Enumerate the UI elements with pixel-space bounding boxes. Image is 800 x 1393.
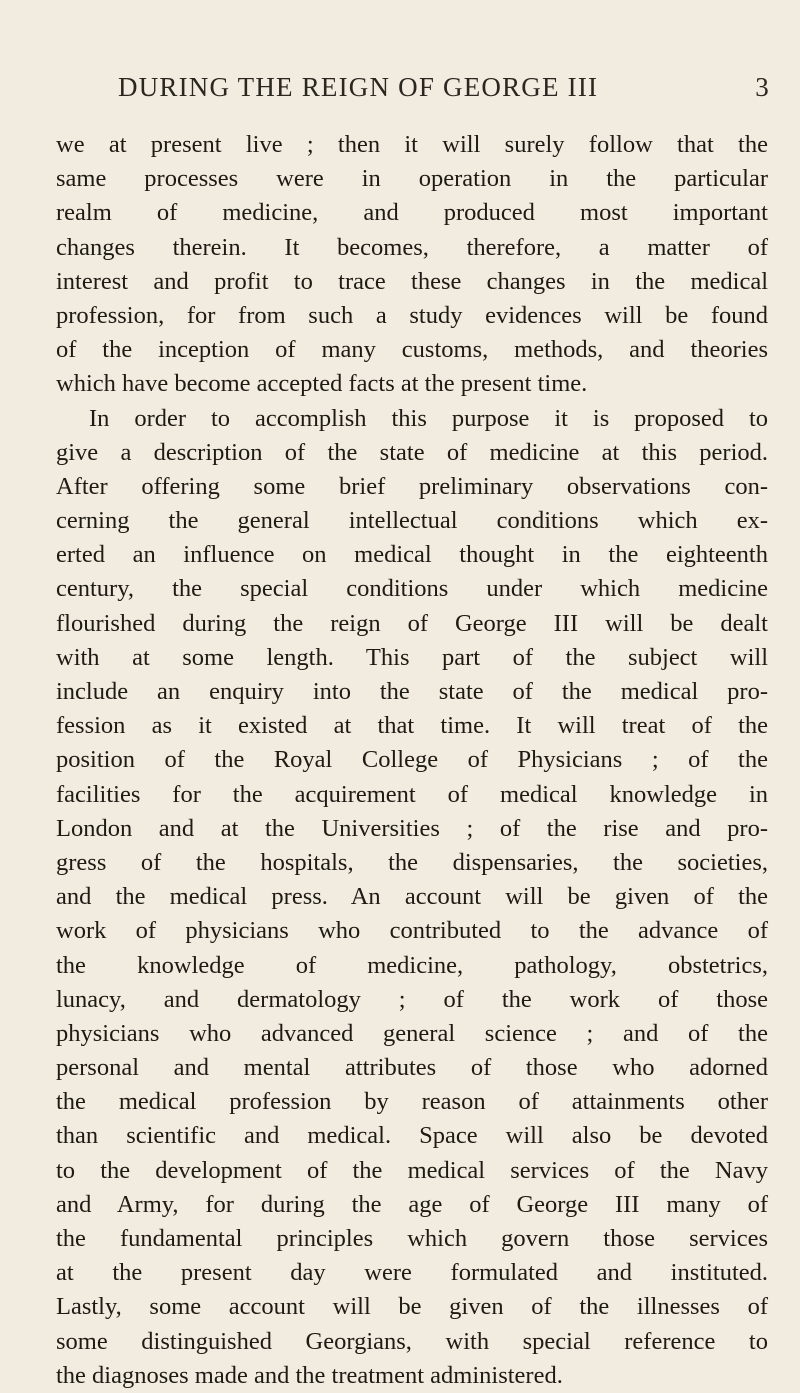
text-line: and Army, for during the age of George III many of [56,1190,768,1218]
text-line: position of the Royal College of Physicians ; of the [56,746,768,774]
text-line: London and at the Universities ; of the rise and pro- [56,814,768,842]
text-line: interest and profit to trace these changes in the medical [56,267,768,295]
text-line: some distinguished Georgians, with special reference to [56,1327,768,1355]
text-line: changes therein. It becomes, therefore, a matter of [56,233,768,261]
text-line: personal and mental attributes of those who adorned [56,1054,768,1082]
text-line: Lastly, some account will be given of the illnesses of [56,1293,768,1321]
text-line: at the present day were formulated and instituted. [56,1259,768,1287]
text-line: erted an influence on medical thought in the eighteenth [56,541,768,569]
text-line: realm of medicine, and produced most important [56,199,768,227]
text-line: physicians who advanced general science ; and of the [56,1019,768,1047]
text-line: After offering some brief preliminary observations con- [56,472,768,500]
text-line: include an enquiry into the state of the medical pro- [56,678,768,705]
text-line: of the inception of many customs, methods, and theories [56,336,768,364]
text-line: which have become accepted facts at the present time. [56,370,588,398]
text-line: we at present live ; then it will surely follow that the [56,131,768,158]
page-number: 3 [755,72,770,102]
text-line: century, the special conditions under which medicine [56,575,768,603]
text-line: the knowledge of medicine, pathology, obstetrics, [56,951,768,979]
text-line: flourished during the reign of George III will be dealt [56,609,768,637]
text-line: fession as it existed at that time. It will treat of the [56,712,768,740]
text-line: with at some length. This part of the subject will [56,643,768,671]
text-line: give a description of the state of medicine at this period. [56,438,768,466]
text-line: the fundamental principles which govern those services [56,1225,768,1252]
text-line: and the medical press. An account will be given of the [56,883,768,911]
body-text [56,128,768,1393]
text-line: work of physicians who contributed to the advance of [56,917,768,945]
text-line: the diagnoses made and the treatment administered. [56,1361,563,1389]
running-title: DURING THE REIGN OF GEORGE III [118,72,599,102]
paragraph-start-line: In order to accomplish this purpose it is proposed to [89,404,768,432]
text-line: the medical profession by reason of attainments other [56,1088,768,1116]
text-line: same processes were in operation in the particular [56,165,768,193]
text-line: lunacy, and dermatology ; of the work of those [56,985,768,1013]
text-line: than scientific and medical. Space will also be devoted [56,1122,768,1150]
text-line: to the development of the medical services of the Navy [56,1156,768,1184]
text-line: cerning the general intellectual conditions which ex- [56,507,768,535]
running-head [118,72,770,112]
text-line: gress of the hospitals, the dispensaries, the societies, [56,848,768,876]
text-line: profession, for from such a study evidences will be found [56,301,768,329]
text-line: facilities for the acquirement of medical knowledge in [56,780,768,808]
